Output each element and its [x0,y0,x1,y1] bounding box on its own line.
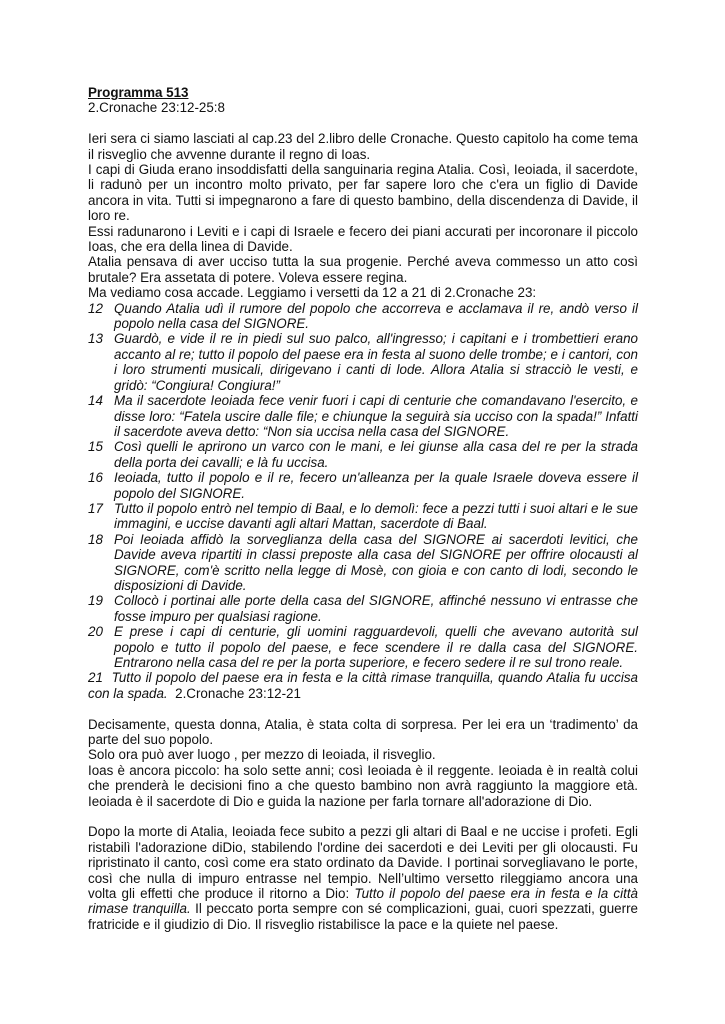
verse-text: Ma il sacerdote Ieoiada fece venir fuori i capi di centurie che comandavano l'esercito, e disse loro: “Fatela uscire dalle file; e chiunque la seguirà sia ucciso con la spada!” Infatti il sacerdote aveva detto: “Non sia uccisa nella casa del SIGNORE. [114,393,638,439]
verse-text: Così quelli le aprirono un varco con le mani, e lei giunse alla casa del re per la strada della porta dei cavalli; e là fu uccisa. [114,439,638,470]
intro-paragraph: Atalia pensava di aver ucciso tutta la sua progenie. Perché aveva commesso un atto così brutale? Era assetata di potere. Voleva essere regina. [88,254,638,285]
verse-number: 12 [88,300,103,316]
verse-number: 14 [88,393,103,409]
intro-paragraph: Ma vediamo cosa accade. Leggiamo i versetti da 12 a 21 di 2.Cronache 23: [88,285,537,301]
verse-text: Quando Atalia udì il rumore del popolo che accorreva e acclamava il re, andò verso il popolo nella casa del SIGNORE. [114,300,638,332]
verse-number: 18 [88,531,103,547]
verse [88,470,638,501]
verse [88,393,638,439]
intro-paragraph: Essi radunarono i Leviti e i capi di Israele e fecero dei piani accurati per incoronare il piccolo Ioas, che era della linea di Davide. [88,223,638,255]
spacer [88,809,638,824]
verse-number: 17 [88,500,103,516]
verse-number: 16 [88,470,103,486]
verse-number: 19 [88,593,103,609]
intro-paragraph: I capi di Giuda erano insoddisfatti della sanguinaria regina Atalia. Così, Ieoiada, il sacerdote, li radunò per un incontro molto privato, per far sapere loro che c'era un figlio di Davide ancora in vita. Tutti si impegnarono a fare di questo bambino, della discendenza di Davide, il loro re. [88,162,638,224]
verse [88,331,638,393]
commentary-paragraph: Ioas è ancora piccolo: ha solo sette anni; così Ieoiada è il reggente. Ieoiada è in realtà colui che prenderà le decisioni fino a che questo bambino non avrà raggiunto la maggiore età. Ieoiada è il sacerdote di Dio e guida la nazione per farla tornare all'adorazione di Dio. [88,762,638,809]
verse [88,439,638,470]
verse [88,624,638,670]
verse-text: Ieoiada, tutto il popolo e il re, fecero un'alleanza per la quale Israele doveva essere il popolo del SIGNORE. [114,470,638,501]
verse-number: 20 [88,624,103,640]
verse-number: 21 [88,670,103,686]
commentary-paragraph: Decisamente, questa donna, Atalia, è stata colta di sorpresa. Per lei era un ‘tradimento’ da parte del suo popolo. [88,716,638,748]
scripture-reference: 2.Cronache 23:12-25:8 [88,100,225,116]
program-title: Programma 513 [88,85,189,100]
verse-text: Guardò, e vide il re in piedi sul suo palco, all'ingresso; i capitani e i trombettieri erano accanto al re; tutto il popolo del paese era in festa al suono delle trombe; e i cantori, con i loro strumenti musicali, dirigevano i canti di lode. Allora Atalia si stracciò le vesti, e gridò: “Congiura! Congiura!” [114,331,638,393]
verse-text: E prese i capi di centurie, gli uomini ragguardevoli, quelli che avevano autorità sul popolo e tutto il popolo del paese, e fece scendere il re dalla casa del SIGNORE. Entrarono nella casa del re per la porta superiore, e fecero sedere il re sul trono reale. [114,624,638,671]
verse-text: Tutto il popolo del paese era in festa e la città rimase tranquilla, quando Atalia fu uccisa con la spada. [88,670,638,701]
closing-paragraph [88,824,638,932]
intro-paragraph: Ieri sera ci siamo lasciati al cap.23 del 2.libro delle Cronache. Questo capitolo ha come tema il risveglio che avvenne durante il regno di Ioas. [88,131,638,162]
closing-text: Il peccato porta sempre con sé complicazioni, guai, cuori spezzati, guerre fratricide e il giudizio di Dio. Il risveglio ristabilisce la pace e la quiete nel paese. [88,901,638,932]
document-page [88,85,638,932]
verse-text: Collocò i portinai alle porte della casa del SIGNORE, affinché nessuno vi entrasse che fosse impuro per qualsiasi ragione. [114,593,638,624]
verse [88,301,638,332]
verse-text: Poi Ieoiada affidò la sorveglianza della casa del SIGNORE ai sacerdoti levitici, che Davide aveva ripartiti in classi preposte alla casa del SIGNORE per offrire olocausti al SIGNORE, com'è scritto nella legge di Mosè, con gioia e con canto di lodi, secondo le disposizioni di Davide. [114,531,638,593]
verse [88,501,638,532]
closing-text: Dopo la morte di Atalia, Ieoiada fece subito a pezzi gli altari di Baal e ne uccise i profeti. Egli ristabilì l'adorazione diDio, stabilendo l'ordine dei sacerdoti e dei Leviti per gli olocausti. Fu ripristinato il canto, così come era stato ordinato da Davide. I portinai sorvegliavano le porte, così che nulla di impuro entrasse nel tempio. Nell’ultimo versetto rileggiamo ancora una volta gli effetti che produce il ritorno a Dio: [88,824,638,902]
verse-number: 13 [88,331,103,347]
verse [88,532,638,594]
spacer [88,116,638,131]
closing-quote: Tutto il popolo del paese era in festa e la città rimase tranquilla. [88,886,638,917]
verse-number: 15 [88,439,103,455]
verse-text: Tutto il popolo entrò nel tempio di Baal, e lo demolì: fece a pezzi tutti i suoi altari e le sue immagini, e uccise davanti agli altari Mattan, sacerdote di Baal. [114,500,638,532]
commentary-paragraph: Solo ora può aver luogo , per mezzo di Ieoiada, il risveglio. [88,747,436,763]
verse [88,593,638,624]
spacer [88,701,638,716]
verse-21 [88,670,638,701]
verse-reference: 2.Cronache 23:12-21 [175,685,301,701]
